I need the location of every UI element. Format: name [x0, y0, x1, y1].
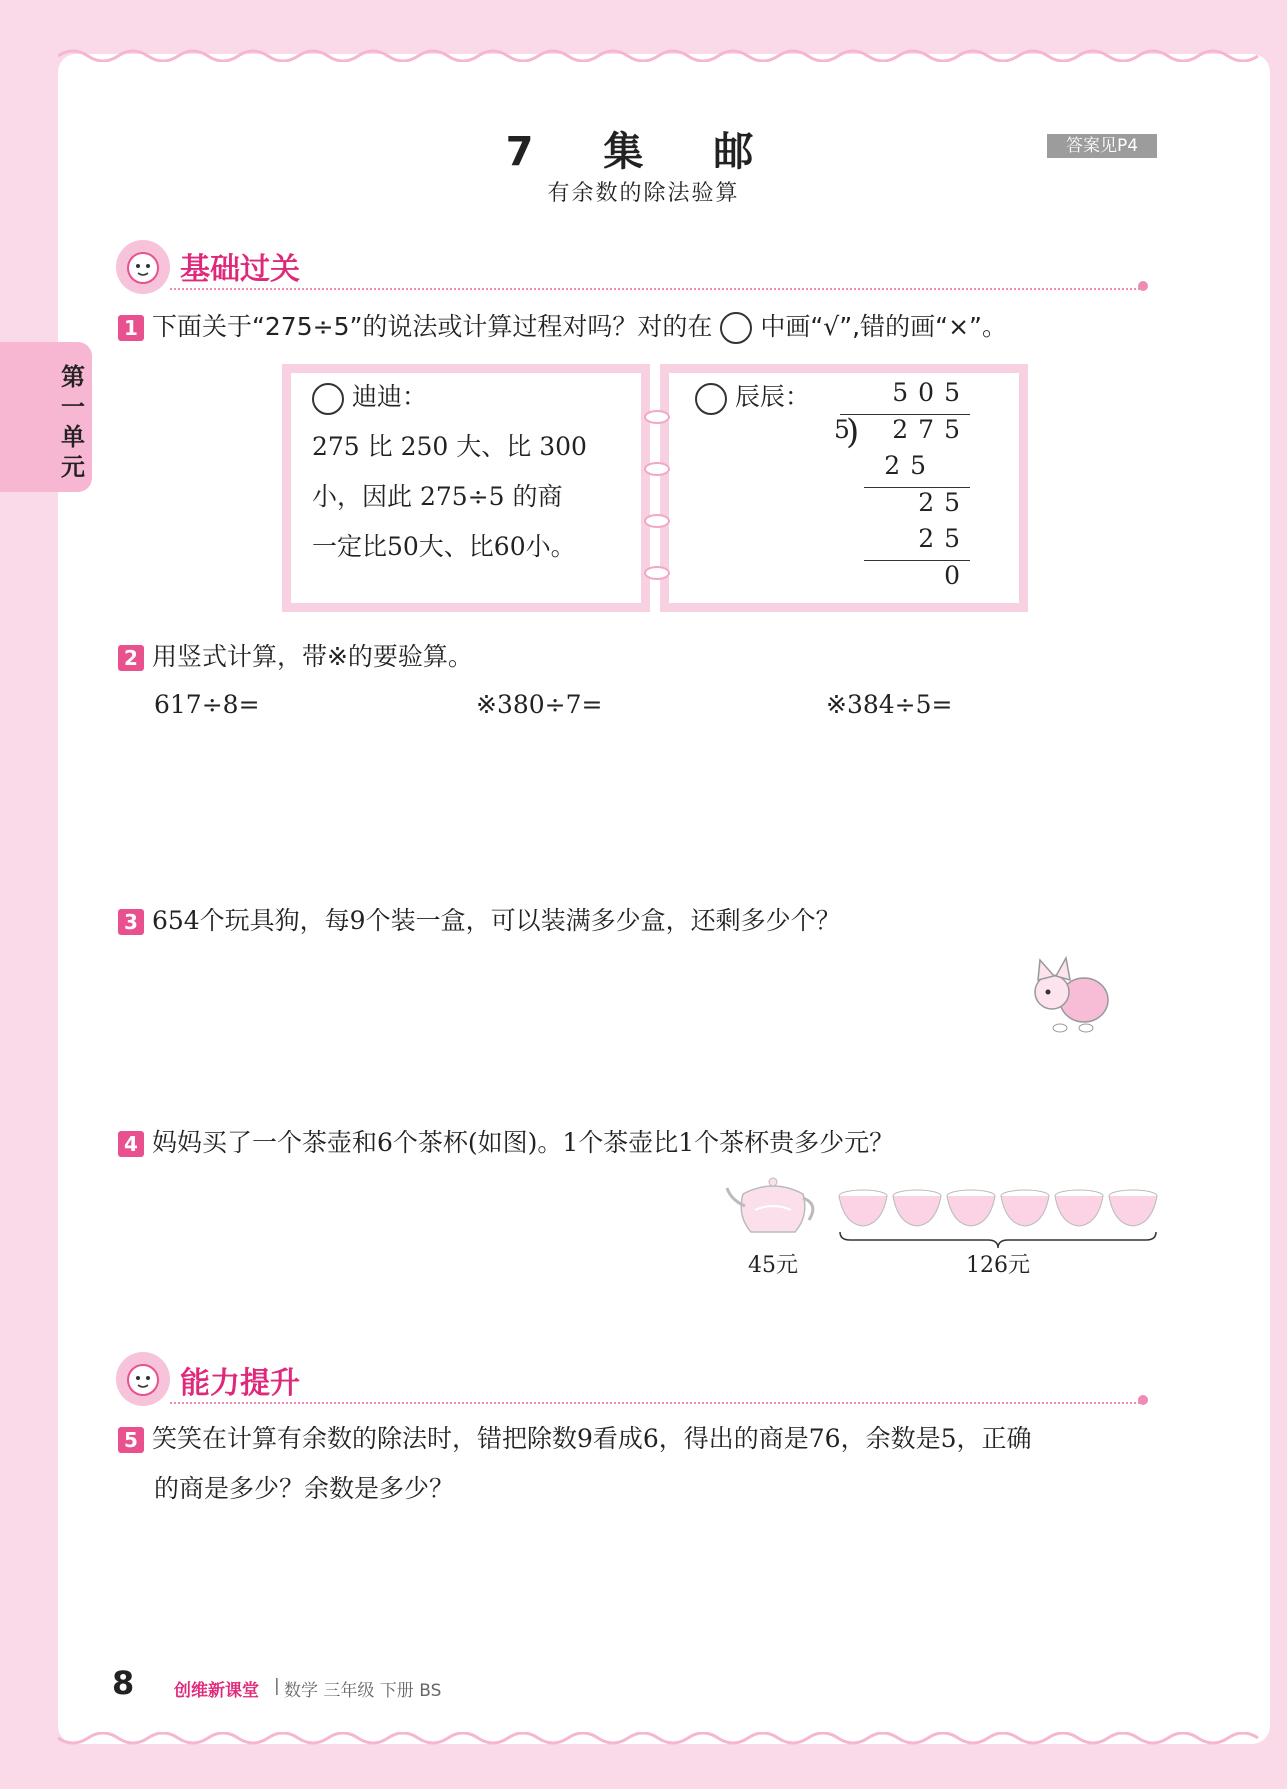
unit-tab-label: 第一单元 [61, 363, 85, 481]
question-3 [118, 896, 841, 946]
question-5 [118, 1414, 1168, 1464]
division-problem: 617÷8= [154, 690, 260, 719]
division-problem: ※384÷5= [826, 690, 953, 719]
statement-line: 一定比50大、比60小。 [312, 532, 576, 561]
question-number: 2 [118, 645, 144, 671]
teacup-icon [838, 1188, 888, 1228]
cups-price: 126元 [966, 1253, 1030, 1278]
teapot-icon [725, 1172, 821, 1238]
answer-circle-sample [720, 312, 752, 344]
teacup-icon [1054, 1188, 1104, 1228]
question-text: 妈妈买了一个茶壶和6个茶杯(如图)。1个茶壶比1个茶杯贵多少元？ [151, 1128, 895, 1157]
page-subtitle: 有余数的除法验算 [547, 181, 740, 206]
division-divisor: 5 [834, 415, 850, 444]
binder-ring [644, 566, 670, 580]
division-problem: ※380÷7= [476, 690, 603, 719]
question-2 [118, 632, 473, 682]
section-heading-advanced: 能力提升 [180, 1366, 300, 1401]
question-text: 笑笑在计算有余数的除法时，错把除数9看成6，得出的商是76，余数是5，正确 [151, 1424, 1032, 1453]
question-text: 下面关于“275÷5”的说法或计算过程对吗？对的在 [151, 312, 713, 341]
answer-reference-tag: 答案见P4 [1047, 134, 1157, 158]
teacup-icon [892, 1188, 942, 1228]
student-name-didi: 迪迪： [351, 382, 427, 411]
price-brace [838, 1230, 1158, 1250]
didi-statement [312, 372, 632, 572]
footer-separator: | [274, 1676, 280, 1696]
wavy-border-top [58, 46, 1270, 62]
question-number: 3 [118, 909, 144, 935]
division-bracket: ) [846, 412, 860, 452]
page-number: 8 [112, 1664, 135, 1702]
division-step: 25 [918, 524, 970, 553]
teacups-row [838, 1188, 1158, 1228]
footer-brand: 创维新课堂 [174, 1681, 259, 1701]
teacup-icon [946, 1188, 996, 1228]
division-quotient: 505 [892, 378, 970, 407]
binder-ring [644, 462, 670, 476]
divider-dot [1138, 1395, 1148, 1405]
question-1 [118, 302, 1178, 352]
toy-dog-icon [1024, 950, 1114, 1040]
question-number: 5 [118, 1427, 144, 1453]
wavy-border-bottom [58, 1732, 1270, 1748]
mascot-icon [116, 1352, 170, 1406]
statement-line: 小，因此 275÷5 的商 [312, 482, 563, 511]
division-dividend: 275 [892, 415, 970, 444]
section-divider [170, 1402, 1140, 1404]
division-remainder: 0 [864, 560, 970, 597]
section-heading-basic: 基础过关 [180, 252, 300, 287]
page-title: 7 集 邮 [505, 129, 782, 175]
statement-line: 275 比 250 大、比 300 [312, 432, 587, 461]
teacup-icon [1000, 1188, 1050, 1228]
chenchen-label [695, 372, 810, 422]
question-number: 1 [118, 315, 144, 341]
answer-circle-didi[interactable] [312, 383, 344, 415]
question-4 [118, 1118, 894, 1168]
teacup-icon [1108, 1188, 1158, 1228]
student-name-chenchen: 辰辰： [734, 382, 810, 411]
binder-ring [644, 514, 670, 528]
divider-dot [1138, 281, 1148, 291]
division-step: 25 [884, 451, 936, 480]
teapot-price: 45元 [748, 1253, 798, 1278]
question-text: 用竖式计算，带※的要验算。 [151, 642, 473, 671]
footer-info: 数学 三年级 下册 BS [284, 1681, 442, 1701]
question-text-continued: 中画“√”,错的画“×”。 [760, 312, 1007, 341]
mascot-icon [116, 240, 170, 294]
question-number: 4 [118, 1131, 144, 1157]
division-step: 25 [864, 487, 970, 524]
question-text-line2: 的商是多少？余数是多少？ [154, 1474, 455, 1503]
binder-ring [644, 410, 670, 424]
long-division [834, 378, 970, 597]
answer-circle-chenchen[interactable] [695, 383, 727, 415]
section-divider [170, 288, 1140, 290]
question-text: 654个玩具狗，每9个装一盒，可以装满多少盒，还剩多少个？ [151, 906, 841, 935]
